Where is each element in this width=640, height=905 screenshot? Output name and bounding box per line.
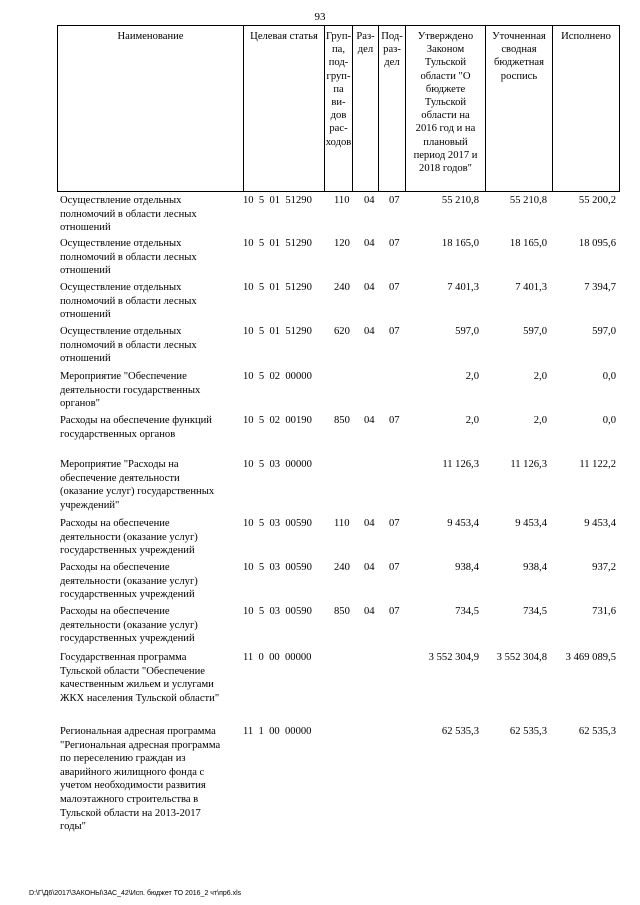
header-podrazdel: Под- раз- дел: [381, 31, 403, 69]
file-path-footer: D:\Г\Д6\2017\ЗАКОНЫ\ЗАС_42\Исп. бюджет ТО 2016_2 чт\пр6.xls: [29, 890, 242, 897]
header-approved: Утверждено Законом Тульской области "О бюджете Тульской области на 2016 год и на плановый период 2017 и 2018 годов": [413, 31, 478, 175]
table-header: [57, 25, 620, 192]
header-refined: Уточненная сводная бюджетная роспись: [492, 31, 546, 82]
header-group: Груп- па, под- груп- па ви- дов рас- ходов: [325, 31, 352, 148]
header-executed: Исполнено: [561, 31, 611, 42]
header-name: Наименование: [117, 31, 184, 42]
header-target: Целевая статья: [250, 31, 318, 42]
page-number: 93: [314, 11, 326, 23]
header-razdel: Раз- дел: [356, 31, 375, 56]
